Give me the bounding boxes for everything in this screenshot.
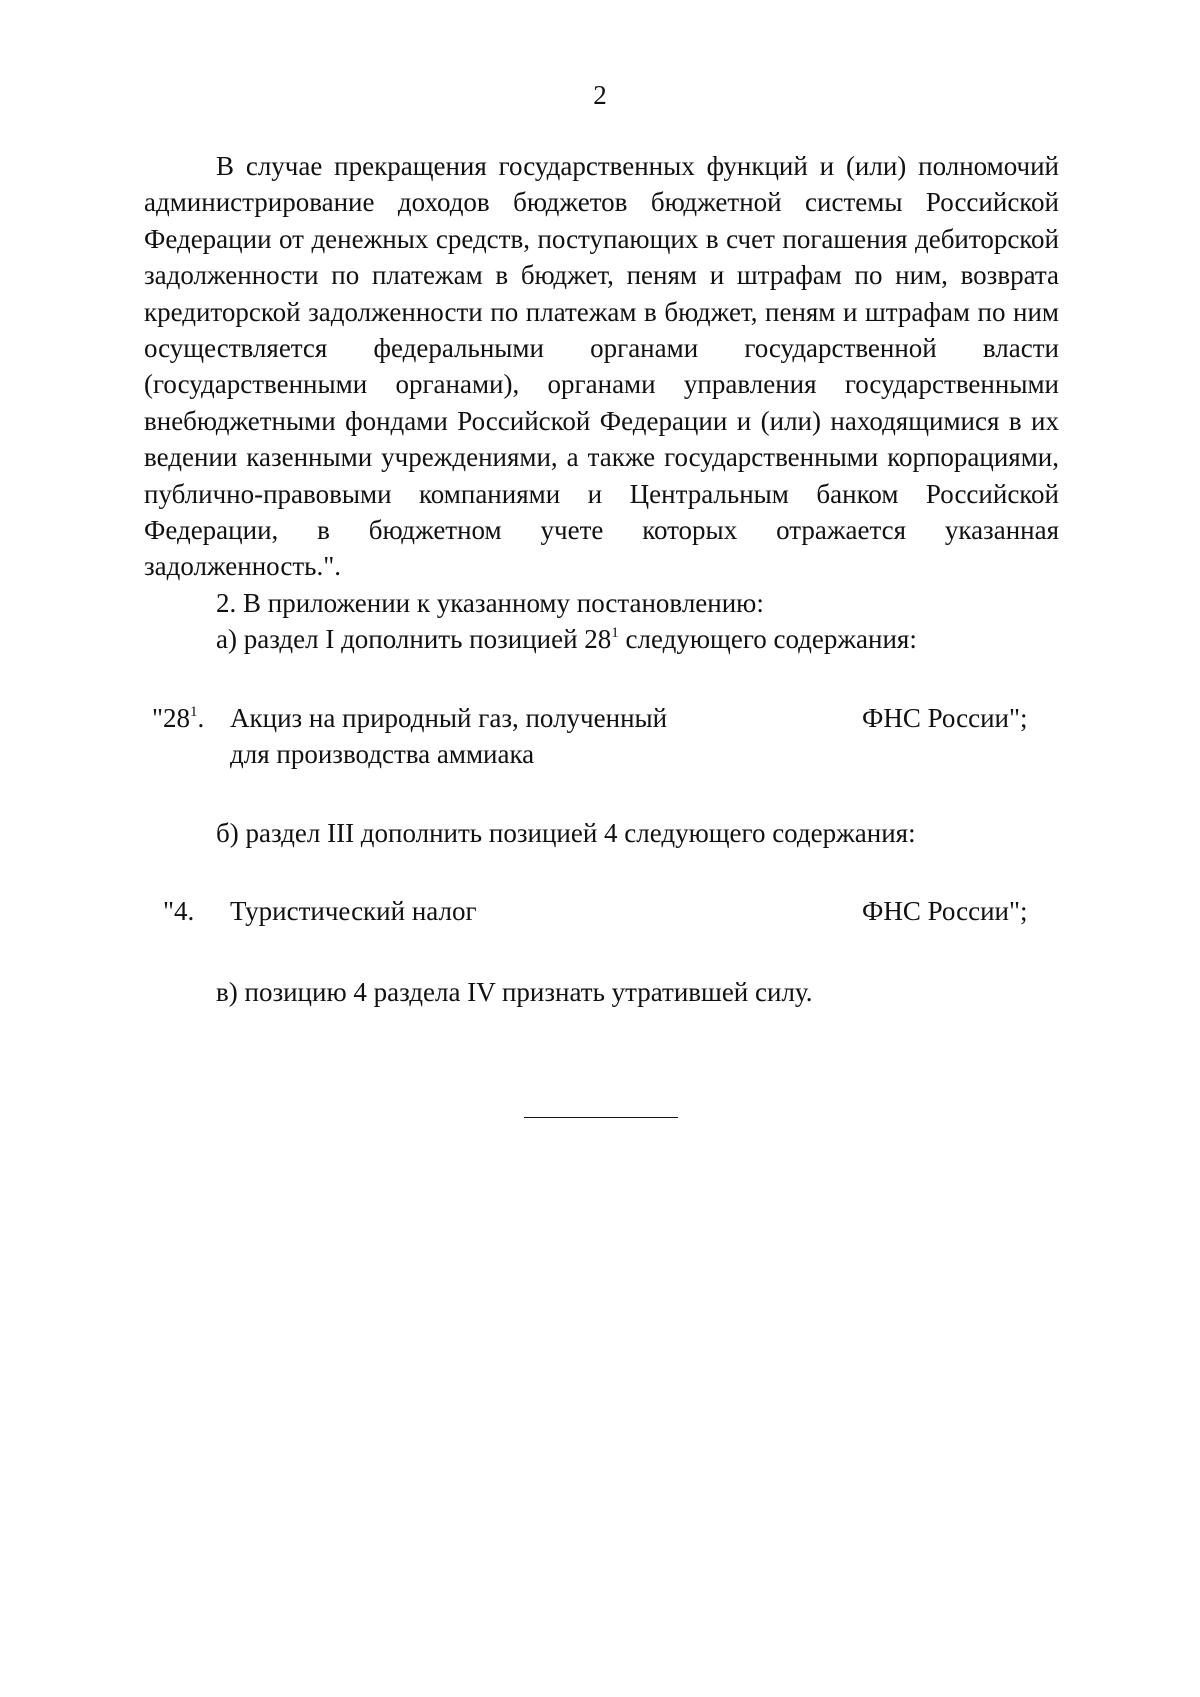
- item-a-text-end: следующего содержания:: [618, 624, 917, 655]
- item-a-add-position: [144, 621, 1059, 657]
- item-a-text: а) раздел I дополнить позицией 28: [216, 624, 612, 655]
- item-v-repeal-position: в) позицию 4 раздела IV признать утратившей силу.: [216, 977, 813, 1007]
- entry-number: [152, 700, 204, 736]
- entry-revenue-name: Туристический налог: [230, 896, 477, 926]
- entry-number-text: "28: [152, 703, 191, 733]
- table-entry-4: [163, 893, 1053, 933]
- entry-administrator: ФНС России";: [862, 703, 1028, 733]
- entry-number: "4.: [163, 896, 195, 926]
- entry-name-line-2: для производства аммиака: [230, 739, 535, 769]
- entry-administrator: ФНС России";: [862, 896, 1028, 926]
- table-entry-28-1: [152, 700, 1052, 780]
- item-b-add-position: б) раздел III дополнить позицией 4 следующего содержания:: [216, 818, 916, 848]
- paragraph-appendix-changes: 2. В приложении к указанному постановлению:: [216, 587, 764, 618]
- end-of-document-rule: [524, 1117, 678, 1118]
- paragraph-administration-on-termination: В случае прекращения государственных функций и (или) полномочий администрирование доходов бюджетов бюджетной системы Российской Федерации от денежных средств, поступающих в счет погашения дебиторской задолженности по платежам в бюджет, пеням и штрафам по ним, возврата кредиторской задолженности по платежам в бюджет, пеням и штрафам по ним осуществляется федеральными органами государственной власти (государственными органами), органами управления государственными внебюджетными фондами Российской Федерации и (или) находящимися в их ведении казенными учреждениями, а также государственными корпорациями, публично-правовыми компаниями и Центральным банком Российской Федерации, в бюджетном учете которых отражается указанная задолженность.".: [144, 151, 1059, 582]
- document-body: [144, 148, 1059, 658]
- entry-number-superscript: 1: [190, 704, 198, 720]
- entry-number-suffix: .: [197, 703, 205, 733]
- entry-revenue-name: [230, 700, 667, 772]
- page-number: 2: [593, 80, 607, 110]
- entry-name-line-1: Акциз на природный газ, полученный: [230, 703, 668, 733]
- item-a-superscript: 1: [611, 625, 619, 642]
